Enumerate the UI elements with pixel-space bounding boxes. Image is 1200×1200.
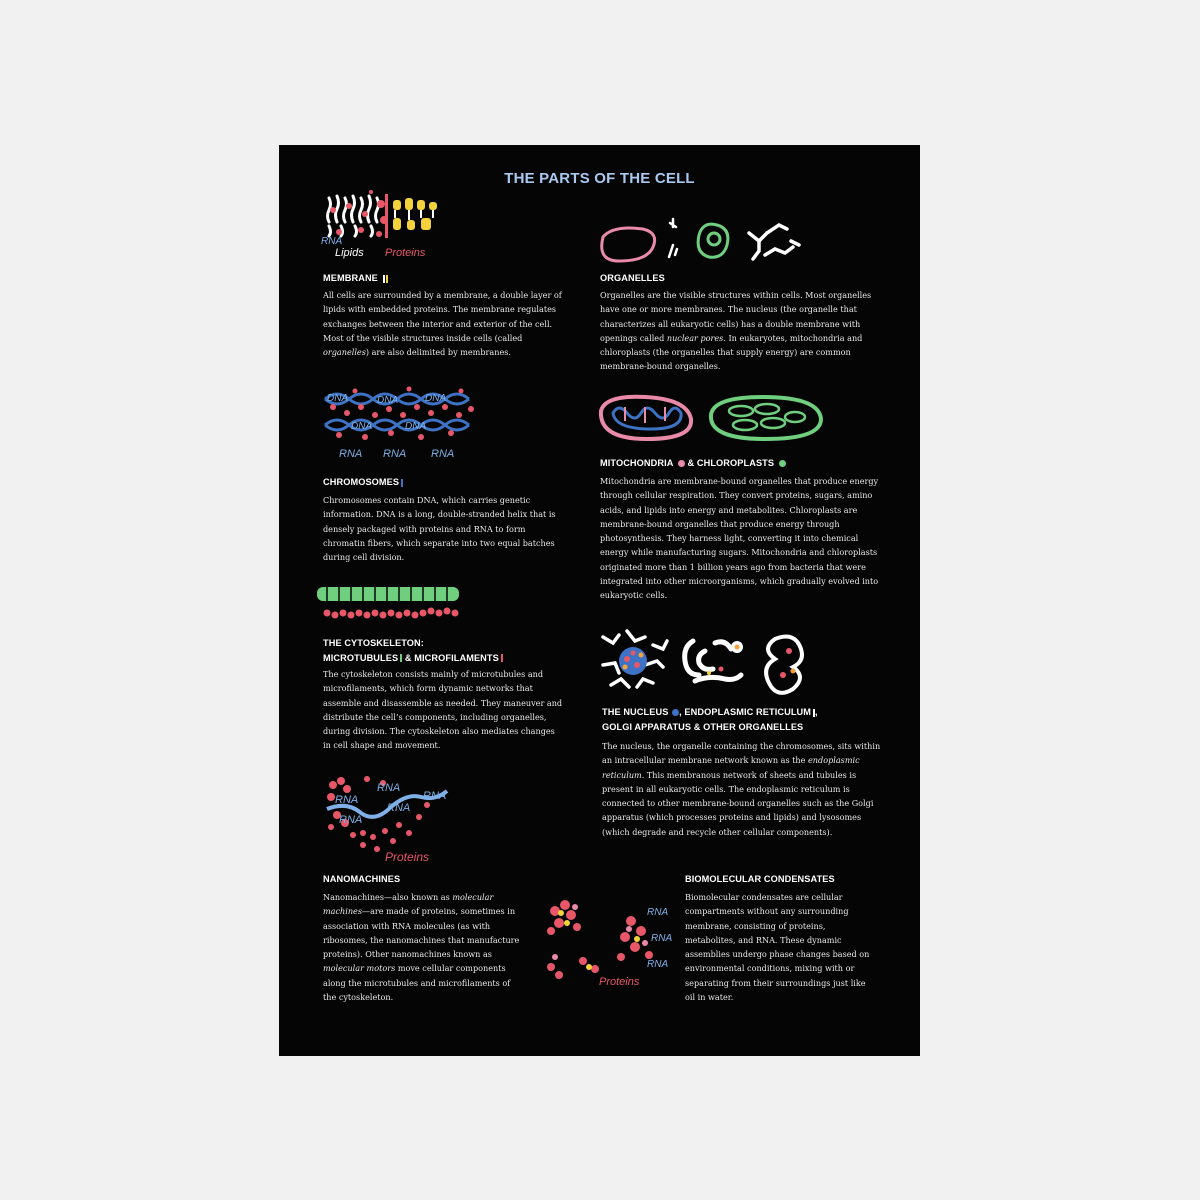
condensates-heading: BIOMOLECULAR CONDENSATES — [685, 874, 835, 884]
mitochondria-heading — [600, 456, 786, 470]
condensates-label-rna-1: RNA — [647, 907, 669, 918]
membrane-body — [323, 288, 568, 359]
organelles-body-em: nuclear pores — [666, 332, 724, 343]
organelles-heading: ORGANELLES — [600, 273, 665, 283]
nucleus-heading-nucleus: THE NUCLEUS — [602, 707, 669, 717]
chromosomes-swatch — [401, 479, 403, 487]
nucleus-heading-line2: GOLGI APPARATUS & OTHER ORGANELLES — [602, 721, 804, 732]
nucleus-heading-er: , ENDOPLASMIC RETICULUM — [679, 707, 812, 717]
membrane-illustration — [321, 190, 441, 262]
nanomachines-illustration — [323, 775, 453, 865]
mitochondria-illustration — [595, 391, 825, 447]
condensates-label-proteins: Proteins — [599, 976, 640, 988]
cytoskeleton-heading-microfilaments: & MICROFILAMENTS — [404, 652, 499, 663]
condensates-body: Biomolecular condensates are cellular compartments without any surrounding membrane, consisting of proteins, metabolites, and RNA. These dynamic assemblies undergo phase changes based on environmental conditions, mixing with or separating from their surroundings just like oil in water. — [685, 892, 870, 1003]
nanomachines-body-em2: molecular motors — [323, 963, 396, 974]
cytoskeleton-body: The cytoskeleton consists mainly of microtubules and microfilaments, which form dynamic networks that assemble and disassemble as needed. They maneuver and distribute the cell’s components, including organelles, during division. The cytoskeleton also mediates changes in cell shape and movement. — [323, 669, 563, 751]
organelles-body — [600, 288, 880, 374]
illustration-label-dna-4: DNA — [351, 421, 373, 432]
chromosomes-heading-text: CHROMOSOMES — [323, 477, 400, 487]
cytoskeleton-heading-microtubules: MICROTUBULES — [323, 652, 399, 663]
illustration-label-rna-3: RNA — [431, 448, 455, 460]
nucleus-body-em: endoplasmic reticulum — [602, 755, 860, 780]
cytoskeleton-illustration — [313, 581, 463, 625]
illustration-label-dna-3: DNA — [425, 393, 447, 404]
microtubules-swatch — [400, 654, 402, 662]
nucleus-body-end: . This membranous network of sheets and tubules is present in all eukaryotic cells. The endoplasmic reticulum is connected to other membrane-bound organelles such as the Golgi apparatus (which processes proteins and lipids) and lysosomes (which degrade and recycle other cellular components). — [602, 769, 874, 837]
microfilaments-swatch — [501, 654, 503, 662]
membrane-heading-text: MEMBRANE — [323, 273, 378, 283]
mitochondria-body: Mitochondria are membrane-bound organelles that produce energy through cellular respiration. They convert proteins, sugars, amino acids, and lipids into energy and metabolites. Chloroplasts are membrane-bound organelles that produce energy through photosynthesis. They harness light, converting it into chemical energy while manufacturing sugars. Mitochondria and chloroplasts originated more than 1 billion years ago from bacteria that were integrated into other microorganisms, which gradually evolved into eukaryotic cells. — [600, 476, 879, 601]
condensates-label-rna-2: RNA — [651, 933, 673, 944]
illustration-label-dna-5: DNA — [405, 421, 427, 432]
illustration-label-proteins: Proteins — [385, 247, 426, 259]
nucleus-illustration — [597, 625, 817, 699]
cytoskeleton-heading-line1: THE CYTOSKELETON: — [323, 638, 424, 648]
nanomachines-label-rna-5: RNA — [423, 790, 447, 802]
nanomachines-body-text: Nanomachines—also known as — [323, 892, 450, 902]
mitochondria-heading-a: MITOCHONDRIA — [600, 458, 674, 468]
nucleus-heading-line1 — [602, 705, 818, 720]
nanomachines-body-mid: —are made of proteins, sometimes in association with RNA molecules (as with ribosomes, the nanomachines that manufacture proteins). Other nanomachines known as — [323, 906, 520, 960]
nanomachines-label-rna-3: RNA — [339, 814, 363, 826]
membrane-body-text: All cells are surrounded by a membrane, a double layer of lipids with embedded proteins. The membrane regulates exchanges between the interior and exterior of the cell. Most of the visible structures inside cells (called — [323, 290, 562, 343]
nucleus-body — [602, 739, 882, 839]
nucleus-body-text: The nucleus, the organelle containing the chromosomes, sits within an intracellular membrane network known as the — [602, 741, 881, 766]
illustration-label-rna-2: RNA — [383, 448, 407, 460]
nanomachines-heading: NANOMACHINES — [323, 874, 401, 884]
organelles-body-text: Organelles are the visible structures within cells. Most organelles have one or more membranes. The nucleus (the organelle that characterizes all eukaryotic cells) has a double membrane with openings called — [600, 290, 872, 343]
mitochondria-swatch — [678, 460, 685, 467]
illustration-label-rna: RNA — [321, 236, 343, 247]
chromosomes-body: Chromosomes contain DNA, which carries genetic information. DNA is a long, double-stranded helix that is densely packaged with proteins and RNA to form chromatin fibers, which separate into two equal batches during cell division. — [323, 495, 556, 563]
nanomachines-body-em: molecular machines — [323, 892, 494, 917]
membrane-swatch-lipids — [383, 275, 385, 283]
cytoskeleton-heading-line2 — [323, 651, 503, 666]
nanomachines-body-end: move cellular components along the microtubules and microfilaments of the cytoskeleton. — [323, 963, 511, 1003]
mitochondria-heading-b: & CHLOROPLASTS — [687, 458, 775, 468]
nanomachines-label-rna-1: RNA — [335, 794, 359, 806]
nanomachines-label-rna-2: RNA — [377, 782, 401, 794]
nucleus-heading — [602, 705, 818, 734]
condensates-illustration — [541, 897, 681, 993]
nucleus-heading-comma: , — [815, 707, 818, 717]
chromosomes-heading — [323, 475, 403, 489]
illustration-label-dna-1: DNA — [327, 393, 349, 404]
poster-title: THE PARTS OF THE CELL — [504, 170, 695, 187]
membrane-body-end: ) are also delimited by membranes. — [365, 347, 511, 358]
organelles-body-end: . In eukaryotes, mitochondria and chloroplasts (the organelles that supply energy) are common membrane-bound organelles. — [600, 332, 863, 372]
condensates-label-rna-3: RNA — [647, 959, 669, 970]
nanomachines-body — [323, 890, 523, 1004]
membrane-heading — [323, 271, 388, 285]
organelles-illustration — [595, 215, 805, 270]
membrane-swatch-proteins — [386, 275, 388, 283]
chloroplasts-swatch — [779, 460, 786, 467]
cytoskeleton-heading — [323, 636, 503, 665]
nanomachines-label-proteins: Proteins — [385, 850, 430, 864]
membrane-body-em: organelles — [323, 347, 366, 358]
illustration-label-rna-1: RNA — [339, 448, 363, 460]
illustration-label-lipids: Lipids — [335, 247, 364, 259]
chromosomes-illustration — [321, 385, 481, 465]
poster — [279, 145, 920, 1056]
nanomachines-label-rna-4: RNA — [387, 802, 411, 814]
illustration-label-dna-2: DNA — [377, 395, 399, 406]
